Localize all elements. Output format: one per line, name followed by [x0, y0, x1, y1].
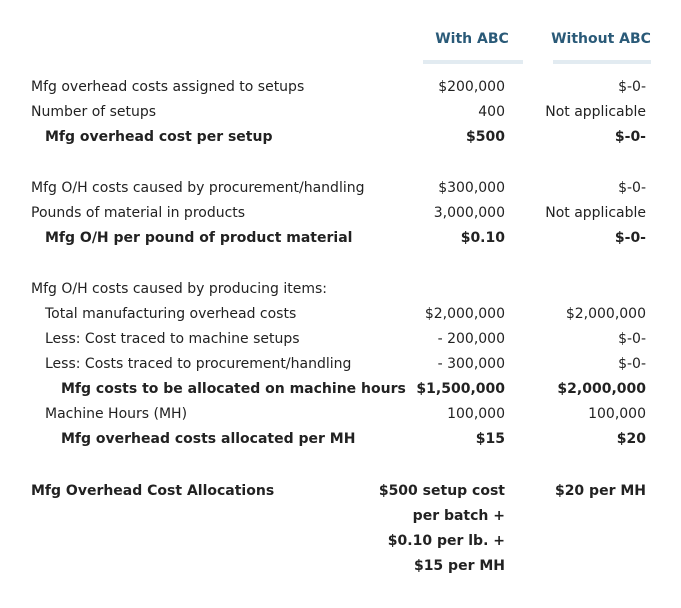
row-label: Mfg O/H costs caused by producing items: [31, 281, 327, 297]
row-label: Mfg costs to be allocated on machine hours [61, 381, 406, 397]
without-abc-value: $2,000,000 [565, 306, 646, 322]
final-abc-line: $15 per MH [413, 558, 505, 574]
row-label: Total manufacturing overhead costs [45, 306, 297, 322]
final-abc-line: $500 setup cost [378, 483, 505, 499]
final-allocation-without-abc: $20 per MH [554, 483, 646, 499]
without-abc-value: 100,000 [588, 406, 646, 422]
table-row [0, 302, 681, 327]
row-label: Less: Costs traced to procurement/handling [45, 356, 352, 372]
row-label: Machine Hours (MH) [45, 406, 188, 422]
without-abc-value: $-0- [614, 129, 646, 145]
final-abc-line: $0.10 per lb. + [387, 533, 505, 549]
table-row [0, 176, 681, 201]
with-abc-value: 3,000,000 [433, 205, 505, 221]
with-abc-value: - 300,000 [437, 356, 505, 372]
header-rule-without-abc [553, 60, 651, 64]
with-abc-value: $300,000 [438, 180, 505, 196]
header-rule-with-abc [423, 60, 523, 64]
without-abc-value: $-0- [618, 79, 646, 95]
without-abc-value: $-0- [618, 180, 646, 196]
column-header-without-abc: Without ABC [551, 31, 651, 47]
with-abc-value: $1,500,000 [416, 381, 505, 397]
with-abc-value: $200,000 [438, 79, 505, 95]
with-abc-value: 400 [478, 104, 505, 120]
table-row [0, 352, 681, 377]
row-label: Mfg O/H costs caused by procurement/handling [31, 180, 365, 196]
final-allocation-label: Mfg Overhead Cost Allocations [31, 483, 275, 499]
with-abc-value: $0.10 [460, 230, 505, 246]
with-abc-value: 100,000 [447, 406, 505, 422]
row-label: Mfg overhead cost per setup [45, 129, 273, 145]
row-label: Pounds of material in products [31, 205, 246, 221]
table-row-heading [0, 277, 681, 302]
with-abc-value: $500 [466, 129, 505, 145]
row-label: Mfg overhead costs allocated per MH [61, 431, 356, 447]
row-label: Less: Cost traced to machine setups [45, 331, 300, 347]
row-label: Number of setups [31, 104, 157, 120]
with-abc-value: $15 [475, 431, 505, 447]
table-row-total [0, 427, 681, 452]
without-abc-value: Not applicable [545, 104, 646, 120]
without-abc-value: $2,000,000 [557, 381, 646, 397]
without-abc-value: $-0- [618, 356, 646, 372]
without-abc-value: $20 [616, 431, 646, 447]
table-row-total [0, 377, 681, 402]
table-row [0, 327, 681, 352]
without-abc-value: Not applicable [545, 205, 646, 221]
without-abc-value: $-0- [618, 331, 646, 347]
table-row [0, 100, 681, 125]
table-row-total [0, 226, 681, 251]
row-label: Mfg overhead costs assigned to setups [31, 79, 305, 95]
final-abc-line: per batch + [412, 508, 505, 524]
table-row-total [0, 125, 681, 150]
with-abc-value: - 200,000 [437, 331, 505, 347]
row-label: Mfg O/H per pound of product material [45, 230, 353, 246]
without-abc-value: $-0- [614, 230, 646, 246]
table-row [0, 75, 681, 100]
table-row [0, 201, 681, 226]
with-abc-value: $2,000,000 [424, 306, 505, 322]
column-header-with-abc: With ABC [435, 31, 509, 47]
final-allocation-with-abc [345, 479, 505, 579]
table-row [0, 402, 681, 427]
